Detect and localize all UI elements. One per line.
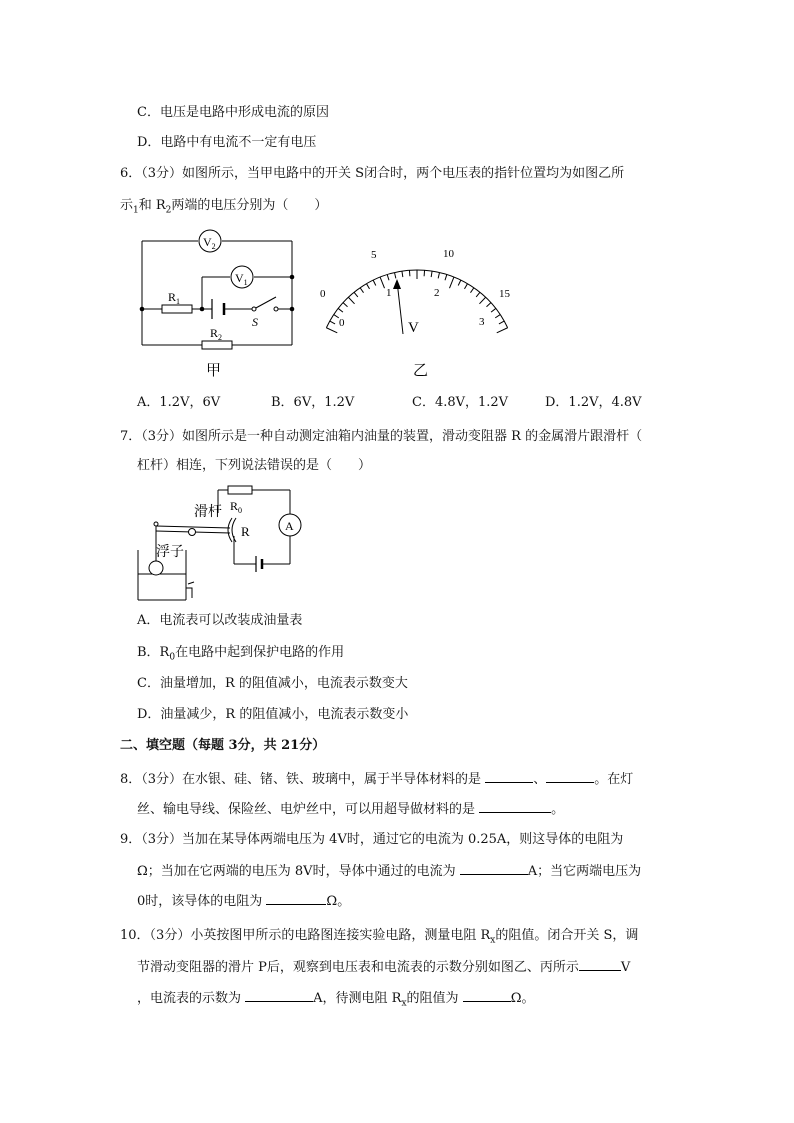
q5-option-c: C．电压是电路中形成电流的原因	[137, 105, 329, 120]
q10-blank-resistance[interactable]	[463, 987, 511, 1002]
dial-tick	[495, 315, 500, 318]
dial-tick	[395, 273, 396, 279]
dial-tick	[449, 277, 453, 288]
lever-label: 滑杆	[194, 505, 222, 520]
q10-line1: 10．（3分）小英按图甲所示的电路图连接实验电路，测量电阻 $R_x$的阻值。闭合开关 S，调	[120, 928, 639, 946]
dial-tick	[338, 308, 343, 312]
dial-tick	[486, 303, 490, 307]
r0-label: $R_0$	[230, 499, 243, 515]
needle-arrowhead	[393, 279, 401, 289]
dial-outer-label-15: 15	[499, 288, 510, 300]
dial-tick	[330, 321, 335, 324]
q7-stem-line1: 7．（3分）如图所示是一种自动测定油箱内油量的装置，滑动变阻器 R 的金属滑片跟滑杆（	[120, 429, 643, 444]
voltmeter-dial-yi	[310, 235, 525, 385]
q6-option-d: D．1.2V，4.8V	[545, 395, 642, 410]
dial-tick	[373, 280, 376, 285]
dial-tick	[491, 308, 496, 312]
q7-option-b: B．$R_0$在电路中起到保护电路的作用	[137, 645, 345, 663]
dial-tick	[354, 292, 358, 297]
oil-gauge-diagram	[130, 478, 310, 603]
dial-tick	[326, 328, 337, 333]
switch-label: S	[252, 315, 258, 329]
dial-outer-label-5: 5	[371, 249, 377, 261]
dial-tick	[343, 303, 347, 307]
dial-tick	[431, 271, 432, 277]
resistor-r0	[228, 486, 252, 494]
dial-tick	[366, 284, 369, 289]
dial-tick	[479, 297, 485, 304]
q9-blank-resistance[interactable]	[266, 890, 326, 905]
q8-line2: 丝、输电导线、保险丝、电炉丝中，可以用超导做材料的是 。	[137, 798, 564, 820]
r1-label: $R_1$	[168, 290, 181, 306]
figure-caption-yi: 乙	[413, 363, 429, 379]
circuit-diagram-jia	[130, 225, 305, 385]
q9-line2: Ω；当加在它两端的电压为 8V时，导体中通过的电流为 A；当它两端电压为	[137, 860, 641, 882]
dial-tick	[470, 288, 473, 293]
q7-option-a: A．电流表可以改装成油量表	[137, 613, 303, 628]
q10-line3: ，电流表的示数为 A，待测电阻 $R_x$的阻值为 Ω。	[137, 987, 534, 1014]
dial-tick	[380, 277, 384, 288]
dial-outer-label-0: 0	[320, 288, 326, 300]
dial-inner-label-3: 3	[479, 316, 485, 328]
q9-line1: 9．（3分）当加在某导体两端电压为 4V时，通过它的电流为 0.25A，则这导体的电阻为	[120, 832, 624, 847]
float-label: 浮子	[156, 545, 184, 560]
q6-stem-line1: 6．（3分）如图所示，当甲电路中的开关 S闭合时，两个电压表的指针位置均为如图乙所	[120, 166, 625, 181]
q6-option-c: C．4.8V，1.2V	[412, 395, 509, 410]
resistor-r2	[202, 341, 232, 349]
q5-option-d: D．电路中有电流不一定有电压	[137, 135, 317, 150]
dial-tick	[348, 297, 354, 304]
q10-blank-current[interactable]	[245, 987, 313, 1002]
dial-inner-label-0: 0	[339, 317, 345, 329]
q9-blank-current[interactable]	[460, 860, 528, 875]
figure-caption-jia: 甲	[206, 363, 222, 379]
q7-option-c: C．油量增加，R 的阻值减小，电流表示数变大	[137, 676, 408, 691]
float	[149, 561, 163, 575]
q6-option-b: B．6V，1.2V	[271, 395, 355, 410]
q6-option-a: A．1.2V，6V	[137, 395, 221, 410]
dial-tick	[497, 328, 508, 333]
q10-blank-voltage[interactable]	[579, 956, 621, 971]
dial-tick	[445, 275, 447, 281]
q8-line1: 8．（3分）在水银、硅、锗、铁、玻璃中，属于半导体材料的是 、 。在灯	[120, 768, 633, 790]
dial-tick	[402, 271, 403, 277]
dial-tick	[458, 280, 461, 285]
dial-tick	[360, 288, 363, 293]
q8-blank-2[interactable]	[546, 768, 594, 783]
lever-pivot	[189, 529, 196, 536]
v2-label: $V_2$	[203, 235, 216, 251]
dial-tick	[476, 292, 480, 297]
dial-inner-label-1: 1	[386, 287, 392, 299]
dial-outer-label-10: 10	[443, 248, 454, 260]
resistor-r1	[162, 305, 192, 313]
dial-tick	[464, 284, 467, 289]
rheostat-label: R	[241, 524, 250, 539]
r2-label: $R_2$	[210, 326, 223, 342]
v1-label: $V_1$	[235, 271, 248, 287]
q10-line2: 节滑动变阻器的滑片 P后，观察到电压表和电流表的示数分别如图乙、丙所示 V	[137, 956, 630, 978]
dial-tick	[499, 321, 504, 324]
dial-tick	[387, 275, 389, 281]
q6-stem-line2: 示$_1$和 $R_2$两端的电压分别为（ ）	[120, 198, 328, 216]
q8-blank-1[interactable]	[485, 768, 533, 783]
dial-unit-label: V	[408, 320, 419, 336]
section-header-fill-blank: 二、填空题（每题 3分，共 21分）	[120, 738, 326, 753]
q8-blank-3[interactable]	[479, 798, 551, 813]
q7-stem-line2: 杠杆）相连，下列说法错误的是（ ）	[137, 458, 372, 473]
q9-line3: 0时，该导体的电阻为 Ω。	[137, 890, 350, 912]
q7-option-d: D．油量减少，R 的阻值减小，电流表示数变小	[137, 707, 409, 722]
ammeter-label: A	[285, 519, 294, 533]
dial-tick	[438, 273, 439, 279]
dial-inner-label-2: 2	[434, 287, 440, 299]
